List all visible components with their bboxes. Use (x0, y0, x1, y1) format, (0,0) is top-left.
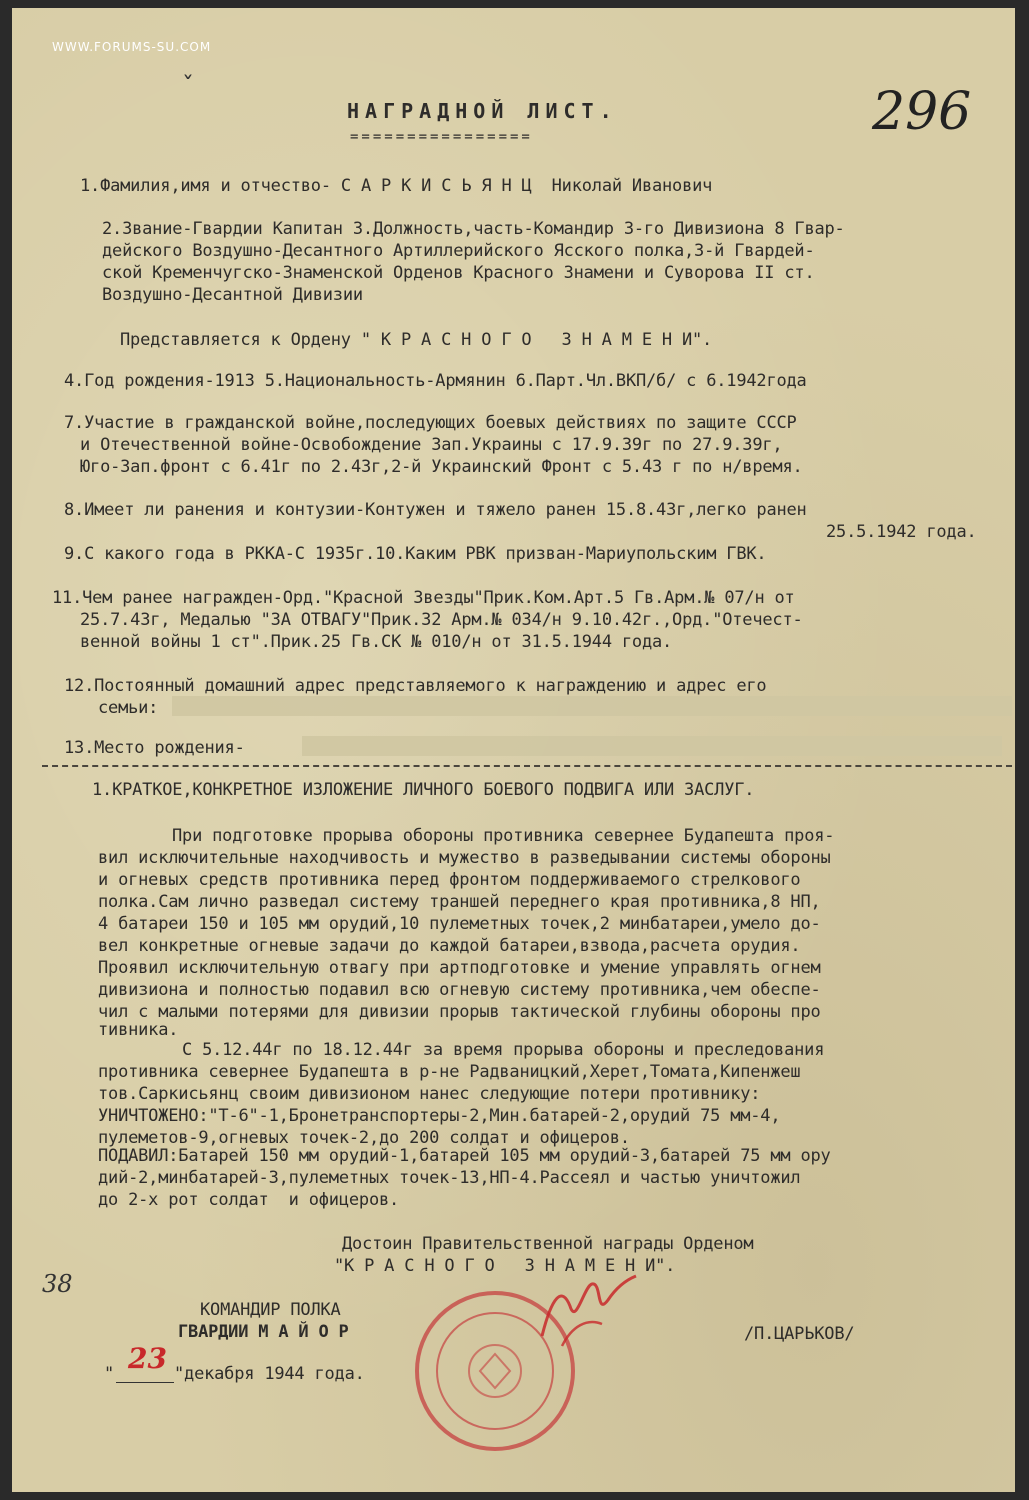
field-previous-awards: 11.Чем ранее награжден-Орд."Красной Звезды"Прик.Ком.Арт.5 Гв.Арм.№ 07/н от (52, 588, 795, 608)
field-presented-for: Представляется к Ордену " К Р А С Н О Г О З Н А М Е Н И". (120, 330, 713, 350)
red-signature-icon (532, 1266, 642, 1356)
page-number: 296 (872, 82, 972, 142)
commander-name: /П.ЦАРЬКОВ/ (744, 1324, 855, 1344)
field-previous-awards-cont: 25.7.43г, Медалью "ЗА ОТВАГУ"Прик.32 Арм.№ 034/н 9.10.42г.,Орд."Отечест- (80, 610, 803, 630)
date-line-quote: " (104, 1364, 115, 1384)
check-mark-icon: ˇ (182, 72, 194, 100)
narrative-line: и огневых средств противника перед фронтом поддерживаемого стрелкового (98, 870, 801, 890)
narrative-line: С 5.12.44г по 18.12.44г за время прорыва обороны и преследования (182, 1040, 825, 1060)
field-wounds: 8.Имеет ли ранения и контузии-Контужен и тяжело ранен 15.8.43г,легко ранен (64, 500, 807, 520)
field-birthplace: 13.Место рождения- (64, 738, 245, 758)
field-birth-nationality-party: 4.Год рождения-1913 5.Национальность-Армянин 6.Парт.Чл.ВКП/б/ с 6.1942года (64, 371, 807, 391)
section-divider (42, 765, 1012, 767)
narrative-line: вил исключительные находчивость и мужество в разведывании системы обороны (98, 848, 831, 868)
conclusion-line: "К Р А С Н О Г О З Н А М Е Н И". (334, 1256, 676, 1276)
narrative-line: пулеметов-9,огневых точек-2,до 200 солдат и офицеров. (98, 1128, 630, 1148)
narrative-line: дивизиона и полностью подавил всю огневую систему противника,чем обеспе- (98, 980, 821, 1000)
date-line: "декабря 1944 года. (174, 1364, 365, 1384)
redacted-area (302, 736, 1002, 756)
field-home-address-cont: семьи: (98, 698, 159, 718)
field-home-address: 12.Постоянный домашний адрес представляемого к награждению и адрес его (64, 676, 767, 696)
narrative-line: противника севернее Будапешта в р-не Радваницкий,Херет,Томата,Кипенжеш (98, 1062, 801, 1082)
award-sheet (12, 8, 1015, 1492)
conclusion-line: Достоин Правительственной награды Орденом (342, 1234, 754, 1254)
field-participation: 7.Участие в гражданской войне,последующих боевых действиях по защите СССР (64, 413, 797, 433)
narrative-line: Проявил исключительную отвагу при артподготовке и умение управлять огнем (98, 958, 821, 978)
field-rank-position: 2.Звание-Гвардии Капитан 3.Должность,часть-Командир 3-го Дивизиона 8 Гвар- (102, 219, 845, 239)
narrative-line: дий-2,минбатарей-3,пулеметных точек-13,НП-4.Рассеял и частью уничтожил (98, 1168, 801, 1188)
field-participation-cont: Юго-Зап.фронт с 6.41г по 2.43г,2-й Украинский Фронт с 5.43 г по н/время. (80, 457, 803, 477)
field-full-name: 1.Фамилия,имя и отчество- С А Р К И С Ь Я Н Ц Николай Иванович (80, 176, 713, 196)
narrative-line: до 2-х рот солдат и офицеров. (98, 1190, 400, 1210)
narrative-line: тов.Саркисьянц своим дивизионом нанес следующие потери противнику: (98, 1084, 761, 1104)
narrative-line: чил с малыми потерями для дивизии прорыв тактической глубины обороны про (98, 1002, 821, 1022)
section-heading: 1.КРАТКОЕ,КОНКРЕТНОЕ ИЗЛОЖЕНИЕ ЛИЧНОГО БОЕВОГО ПОДВИГА ИЛИ ЗАСЛУГ. (92, 780, 755, 800)
narrative-line: 4 батареи 150 и 105 мм орудий,10 пулеметных точек,2 минбатареи,умело до- (98, 914, 821, 934)
narrative-line: УНИЧТОЖЕНО:"Т-6"-1,Бронетранспортеры-2,Мин.батарей-2,орудий 75 мм-4, (98, 1106, 781, 1126)
field-previous-awards-cont: венной войны 1 ст".Прик.25 Гв.СК № 010/н от 31.5.1944 года. (80, 632, 673, 652)
commander-title: КОМАНДИР ПОЛКА (200, 1300, 341, 1320)
margin-number: 38 (42, 1270, 73, 1298)
document-title: НАГРАДНОЙ ЛИСТ. (347, 99, 618, 123)
field-rank-position-cont: дейского Воздушно-Десантного Артиллерийского Ясского полка,3-й Гвардей- (102, 241, 815, 261)
field-army-since: 9.С какого года в РККА-С 1935г.10.Каким РВК призван-Мариупольским ГВК. (64, 544, 767, 564)
date-blank-line (116, 1382, 174, 1383)
field-participation-cont: и Отечественной войне-Освобождение Зап.Украины с 17.9.39г по 27.9.39г, (80, 435, 783, 455)
site-watermark: WWW.FORUMS-SU.COM (52, 40, 212, 54)
narrative-line: При подготовке прорыва обороны противника севернее Будапешта проя- (172, 826, 835, 846)
field-wounds-cont: 25.5.1942 года. (826, 522, 977, 542)
narrative-line: полка.Сам лично разведал систему траншей переднего края противника,8 НП, (98, 892, 821, 912)
commander-rank: ГВАРДИИ М А Й О Р (178, 1322, 349, 1342)
narrative-line: ПОДАВИЛ:Батарей 150 мм орудий-1,батарей 105 мм орудий-3,батарей 75 мм ору (98, 1146, 831, 1166)
narrative-line: тивника. (98, 1020, 179, 1040)
handwritten-day: 23 (128, 1342, 167, 1375)
narrative-line: вел конкретные огневые задачи до каждой батареи,взвода,расчета орудия. (98, 936, 801, 956)
title-underline: ================ (350, 129, 533, 145)
redacted-area (172, 696, 1012, 716)
field-rank-position-cont: ской Кременчугско-Знаменской Орденов Красного Знамени и Суворова II ст. (102, 263, 815, 283)
field-rank-position-cont: Воздушно-Десантной Дивизии (102, 285, 363, 305)
